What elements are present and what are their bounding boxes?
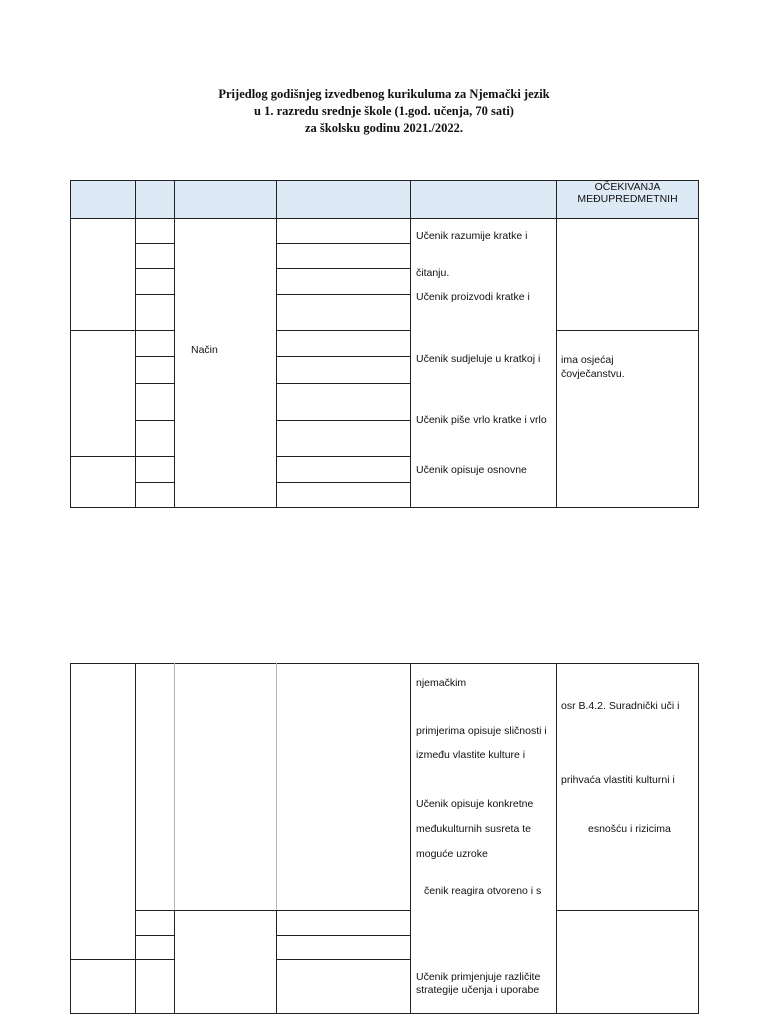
table2-outcome-6: moguće uzroke: [416, 848, 488, 860]
table2-outcome-5: međukulturnih susreta te: [416, 823, 531, 835]
table1-outcome-4: Učenik sudjeluje u kratkoj i: [416, 353, 541, 365]
table2-col-line-1: [135, 663, 136, 1014]
table2-col-line-3: [276, 663, 277, 910]
table1-col2-row-2: [135, 268, 175, 269]
table1-col2-row-5: [135, 383, 175, 384]
table1-outcome-1: Učenik razumije kratke i: [416, 230, 528, 242]
table1-crosscurricular-text-1: ima osjećaj: [561, 354, 614, 366]
table1-col2-row-6: [135, 420, 175, 421]
table1-header-bottom: [70, 218, 699, 219]
table2-outcome-7: čenik reagira otvoreno i s: [424, 885, 542, 897]
table2-crosscurricular-1: osr B.4.2. Suradnički uči i: [561, 700, 680, 712]
table2-outcome-1: njemačkim: [416, 677, 467, 689]
table1-col-line-5: [556, 180, 557, 508]
table1-border-bottom: [70, 507, 699, 508]
table2-col-line-5: [556, 663, 557, 1014]
table1-col4-row-5: [276, 356, 411, 357]
table2-group-line-1: [70, 959, 175, 960]
table1-col-line-4: [410, 180, 411, 508]
table1-border-right: [698, 180, 699, 508]
table1-border-left: [70, 180, 71, 508]
table2-outcome-3: između vlastite kulture i: [416, 749, 526, 761]
header-line-2: MEĐUPREDMETNIH: [577, 193, 678, 205]
table2-row-line-1b: [556, 910, 699, 911]
table1-col4-row-6: [276, 383, 411, 384]
table2-crosscurricular-3: esnošću i rizicima: [588, 823, 671, 835]
table1-col4-row-4: [276, 330, 411, 331]
table2-col-line-2: [174, 663, 175, 910]
table1-col3-text: Način: [191, 344, 218, 356]
table2-crosscurricular-2: prihvaća vlastiti kulturni i: [561, 774, 675, 786]
table1-col6-row-1: [556, 330, 699, 331]
table1-col-line-2: [174, 180, 175, 508]
table1-group-line-1: [70, 330, 175, 331]
table2-border-left: [70, 663, 71, 1014]
document-title: [0, 86, 768, 137]
table2-border-top: [70, 663, 699, 664]
table1-col4-row-7: [276, 420, 411, 421]
table1-col4-row-2: [276, 268, 411, 269]
table1-outcome-2: čitanju.: [416, 267, 450, 279]
table2-border-right: [698, 663, 699, 1014]
table1-outcome-3: Učenik proizvodi kratke i: [416, 291, 530, 303]
table1-col2-row-4: [135, 356, 175, 357]
table2-outcome-4: Učenik opisuje konkretne: [416, 798, 534, 810]
table1-col-line-3: [276, 180, 277, 508]
table1-crosscurricular-text-2: čovječanstvu.: [561, 368, 625, 380]
table1-col2-row-3: [135, 294, 175, 295]
table2-col4-row-2: [276, 959, 411, 960]
table1-col-line-1: [135, 180, 136, 508]
table1-col4-row-8: [276, 456, 411, 457]
table2-row-line-1a: [135, 910, 411, 911]
table1-header-crosscurricular: [557, 181, 698, 205]
table1-col4-row-1: [276, 243, 411, 244]
table2-col-line-3b: [276, 910, 277, 1014]
table2-border-bottom: [70, 1013, 699, 1014]
table1-col2-row-7: [135, 482, 175, 483]
table1-outcome-5: Učenik piše vrlo kratke i vrlo: [416, 414, 547, 426]
table1-group-line-2: [70, 456, 175, 457]
table1-col4-row-9: [276, 482, 411, 483]
table2-col4-row-1: [276, 935, 411, 936]
table2-col-line-2b: [174, 910, 175, 1014]
title-line-2: u 1. razredu srednje škole (1.god. učenja, 70 sati): [254, 104, 514, 118]
table2-outcome-2: primjerima opisuje sličnosti i: [416, 725, 547, 737]
title-line-1: Prijedlog godišnjeg izvedbenog kurikuluma za Njemački jezik: [218, 87, 550, 101]
table2-outcome-9: strategije učenja i uporabe: [416, 984, 540, 996]
table2-col2-row-1: [135, 935, 175, 936]
header-line-1: OČEKIVANJA: [594, 181, 661, 193]
table1-col2-row-1: [135, 243, 175, 244]
table2-outcome-8: Učenik primjenjuje različite: [416, 971, 541, 983]
table1-outcome-6: Učenik opisuje osnovne: [416, 464, 527, 476]
table1-col4-row-3: [276, 294, 411, 295]
title-line-3: za školsku godinu 2021./2022.: [304, 121, 464, 135]
table2-col-line-4: [410, 663, 411, 1014]
